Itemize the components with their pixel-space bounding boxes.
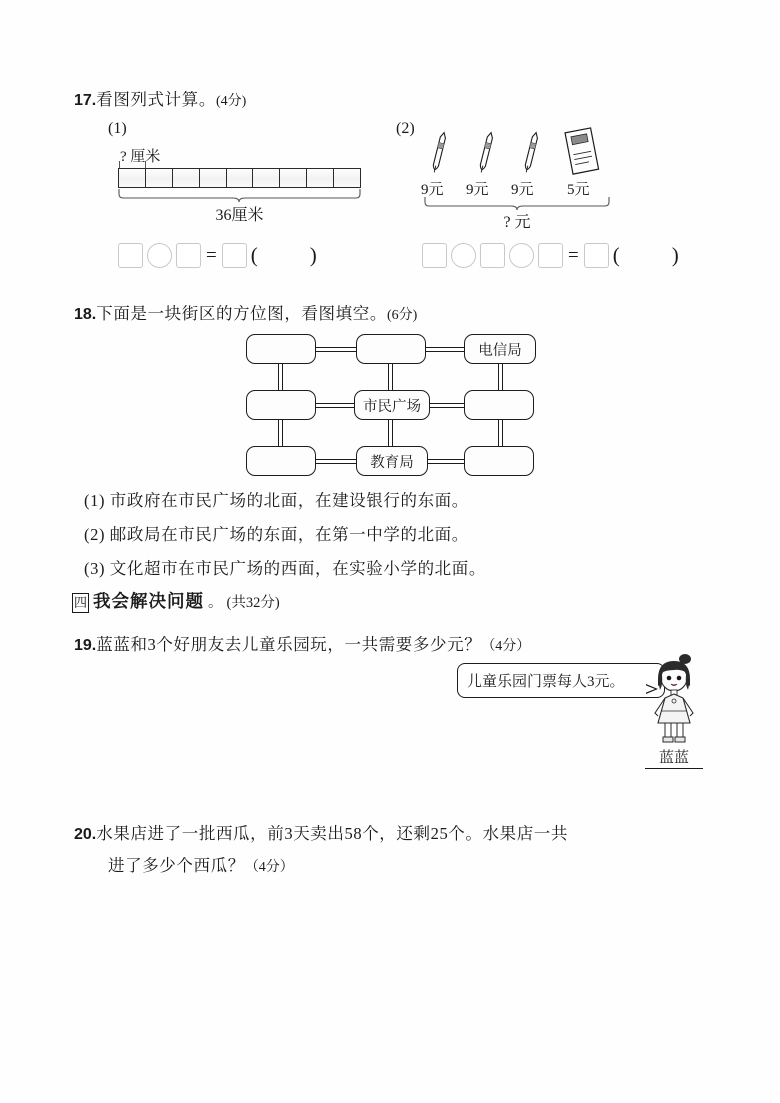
road-vertical [388, 418, 393, 446]
bar-total-brace [118, 189, 361, 202]
question-18-blank-2: (2) 邮政局在市民广场的东面，在第一中学的北面。 [84, 525, 469, 544]
answer-box[interactable] [118, 243, 143, 268]
question-19-score: （4分） [481, 639, 531, 654]
bar-segment [119, 169, 146, 187]
answer-box[interactable] [176, 243, 201, 268]
operator-circle[interactable] [451, 243, 476, 268]
bar-segment [253, 169, 280, 187]
question-20-line2-wrap [108, 852, 294, 876]
answer-box[interactable] [584, 243, 609, 268]
bar-segment [146, 169, 173, 187]
map-box-telecom: 电信局 [464, 334, 536, 364]
paren-open: ( [250, 243, 258, 267]
question-20-score: （4分） [244, 860, 294, 875]
equals-sign: = [206, 245, 217, 266]
question-17-prompt: 看图列式计算。 [96, 90, 216, 109]
question-18-score: (6分) [386, 308, 418, 323]
pen-icon [479, 130, 493, 176]
question-17-part1-label: (1) [108, 120, 127, 137]
paren-open: ( [612, 243, 620, 267]
operator-circle[interactable] [147, 243, 172, 268]
bar-total-label: 36厘米 [215, 207, 264, 224]
section-four-header [72, 588, 280, 613]
question-20-number: 20. [74, 826, 97, 843]
question-20-line1: 水果店进了一批西瓜，前3天卖出58个，还剩25个。水果店一共 [96, 824, 568, 843]
section-four-score: (共32分) [226, 595, 280, 611]
bar-segment [334, 169, 360, 187]
question-17-number: 17. [74, 92, 97, 109]
equals-sign: = [568, 245, 579, 266]
bar-diagram [118, 168, 361, 188]
speech-bubble: 儿童乐园门票每人3元。 [457, 663, 665, 698]
question-18-blank-1: (1) 市政府在市民广场的北面，在建设银行的东面。 [84, 491, 469, 510]
girl-character-icon [645, 653, 703, 749]
notebook-icon [562, 127, 602, 177]
road-vertical [498, 362, 503, 390]
character-name-label: 蓝蓝 [645, 746, 703, 769]
bar-segment [280, 169, 307, 187]
bar-segment [173, 169, 200, 187]
answer-slots-part1[interactable] [118, 243, 317, 268]
map-box-civic-square: 市民广场 [354, 390, 430, 420]
bar-unknown-label: ? 厘米 [120, 149, 161, 165]
question-17-part2-label: (2) [396, 120, 415, 137]
road-vertical [388, 362, 393, 390]
answer-box[interactable] [222, 243, 247, 268]
road-horizontal [314, 347, 358, 352]
bar-segments [118, 168, 361, 188]
road-horizontal [314, 403, 358, 408]
map-box-blank[interactable] [246, 334, 316, 364]
street-map-diagram [246, 334, 536, 476]
pen-price-label: 9元 [511, 182, 534, 198]
question-19-text: 蓝蓝和3个好朋友去儿童乐园玩，一共需要多少元？ [96, 635, 482, 654]
section-four-title: 我会解决问题 [93, 591, 205, 611]
paren-close: ) [309, 243, 317, 267]
road-vertical [278, 362, 283, 390]
question-20-line2: 进了多少个西瓜？ [108, 856, 245, 875]
road-horizontal [424, 459, 466, 464]
bar-segment [200, 169, 227, 187]
question-18-prompt: 下面是一块街区的方位图，看图填空。 [96, 304, 387, 323]
map-box-blank[interactable] [246, 390, 316, 420]
pen-price-label: 9元 [466, 182, 489, 198]
pen-price-label: 9元 [421, 182, 444, 198]
answer-box[interactable] [422, 243, 447, 268]
section-four-marker: 四 [72, 593, 89, 613]
bar-segment [307, 169, 334, 187]
road-horizontal [424, 403, 466, 408]
road-horizontal [424, 347, 466, 352]
answer-box[interactable] [480, 243, 505, 268]
road-vertical [278, 418, 283, 446]
section-four-punct: 。 [208, 595, 223, 611]
road-vertical [498, 418, 503, 446]
question-17-header [74, 86, 246, 110]
operator-circle[interactable] [509, 243, 534, 268]
map-box-blank[interactable] [246, 446, 316, 476]
road-horizontal [314, 459, 358, 464]
items-total-label: ? 元 [503, 214, 531, 231]
question-19-number: 19. [74, 637, 97, 654]
question-18-number: 18. [74, 306, 97, 323]
question-17-score: (4分) [215, 94, 247, 109]
pen-icon [524, 130, 538, 176]
pen-icon [432, 130, 446, 176]
question-18-blank-3: (3) 文化超市在市民广场的西面，在实验小学的北面。 [84, 559, 486, 578]
map-box-blank[interactable] [464, 446, 534, 476]
question-19-header [74, 631, 530, 655]
answer-slots-part2[interactable] [422, 243, 679, 268]
bar-segment [227, 169, 254, 187]
map-box-blank[interactable] [464, 390, 534, 420]
answer-box[interactable] [538, 243, 563, 268]
notebook-price-label: 5元 [567, 182, 590, 198]
map-box-blank[interactable] [356, 334, 426, 364]
paren-close: ) [671, 243, 679, 267]
question-20-header [74, 820, 568, 844]
question-18-header [74, 300, 417, 324]
map-box-education-bureau: 教育局 [356, 446, 428, 476]
